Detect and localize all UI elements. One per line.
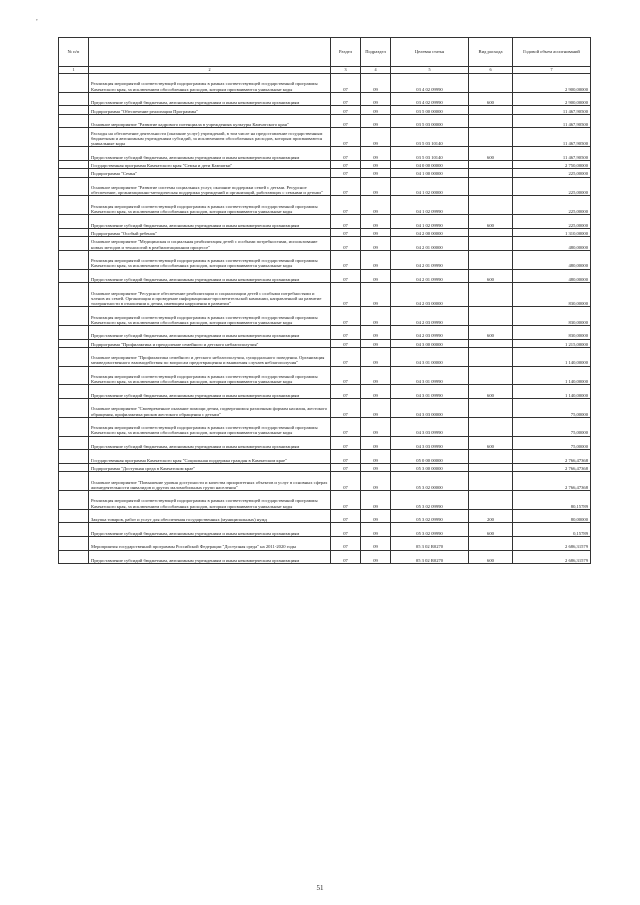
num-cell — [59, 463, 89, 471]
column-number: 7 — [513, 67, 591, 74]
article-cell: 05 3 02 R0270 — [391, 537, 469, 551]
expense-cell: 600 — [469, 147, 513, 161]
expense-cell — [469, 339, 513, 347]
amount-cell: 1 215,00000 — [513, 339, 591, 347]
name-cell: Предоставление субсидий бюджетным, автономным учреждениям и иным некоммерческим организациям — [89, 325, 331, 339]
expense-cell: 600 — [469, 269, 513, 283]
amount-cell: 830,00000 — [513, 325, 591, 339]
podrazdel-cell: 09 — [361, 196, 391, 215]
name-cell: Реализация мероприятий соответствующей подпрограммы в рамках соответствующей государственной программы Камчатского края, за исключением обособленных расходов, которым присваиваются уникальные коды — [89, 196, 331, 215]
amount-cell: 225,00000 — [513, 169, 591, 177]
amount-cell: 0,15789 — [513, 523, 591, 537]
razdel-cell: 07 — [331, 366, 361, 385]
expense-cell — [469, 491, 513, 510]
column-number: 4 — [361, 67, 391, 74]
razdel-cell: 07 — [331, 147, 361, 161]
expense-cell: 600 — [469, 92, 513, 106]
expense-cell: 600 — [469, 550, 513, 564]
article-cell: 04 2 01 09990 — [391, 269, 469, 283]
article-cell: 03 5 03 00000 — [391, 114, 469, 128]
header-podrazdel: Подраздел — [361, 38, 391, 67]
name-cell: Государственная программа Камчатского края "Семья и дети Камчатки" — [89, 160, 331, 168]
table-row — [59, 250, 591, 269]
num-cell — [59, 215, 89, 229]
article-cell: 04 2 00 00000 — [391, 228, 469, 236]
table-row — [59, 537, 591, 551]
table-row — [59, 385, 591, 399]
table-row — [59, 160, 591, 168]
expense-cell — [469, 283, 513, 307]
num-cell — [59, 196, 89, 215]
num-cell — [59, 347, 89, 366]
num-cell — [59, 307, 89, 326]
name-cell: Реализация мероприятий соответствующей подпрограммы в рамках соответствующей государственной программы Камчатского края, за исключением обособленных расходов, которым присваиваются уникальные коды — [89, 74, 331, 93]
table-row — [59, 177, 591, 196]
amount-cell: 80,00000 — [513, 509, 591, 523]
podrazdel-cell: 09 — [361, 436, 391, 450]
amount-cell: 2 766,47368 — [513, 472, 591, 491]
article-cell: 04 1 02 09990 — [391, 215, 469, 229]
table-row — [59, 128, 591, 147]
razdel-cell: 07 — [331, 491, 361, 510]
expense-cell — [469, 237, 513, 251]
expense-cell — [469, 106, 513, 114]
article-cell: 04 3 00 00000 — [391, 339, 469, 347]
razdel-cell: 07 — [331, 169, 361, 177]
podrazdel-cell: 09 — [361, 463, 391, 471]
podrazdel-cell: 09 — [361, 169, 391, 177]
table-row — [59, 339, 591, 347]
expense-cell — [469, 307, 513, 326]
razdel-cell: 07 — [331, 523, 361, 537]
expense-cell — [469, 169, 513, 177]
num-cell — [59, 169, 89, 177]
article-cell: 04 2 03 00000 — [391, 283, 469, 307]
expense-cell: 600 — [469, 436, 513, 450]
num-cell — [59, 537, 89, 551]
article-cell: 03 5 03 10140 — [391, 147, 469, 161]
num-cell — [59, 114, 89, 128]
podrazdel-cell: 09 — [361, 177, 391, 196]
num-cell — [59, 147, 89, 161]
amount-cell: 2 750,00000 — [513, 160, 591, 168]
table-row — [59, 114, 591, 128]
razdel-cell: 07 — [331, 385, 361, 399]
podrazdel-cell: 09 — [361, 450, 391, 464]
razdel-cell: 07 — [331, 325, 361, 339]
podrazdel-cell: 09 — [361, 74, 391, 93]
name-cell: Реализация мероприятий соответствующей подпрограммы в рамках соответствующей государственной программы Камчатского края, за исключением обособленных расходов, которым присваиваются уникальные коды — [89, 307, 331, 326]
header-amount: Годовой объем ассигнований — [513, 38, 591, 67]
podrazdel-cell: 09 — [361, 269, 391, 283]
expense-cell — [469, 177, 513, 196]
podrazdel-cell: 09 — [361, 339, 391, 347]
num-cell — [59, 106, 89, 114]
razdel-cell: 07 — [331, 237, 361, 251]
header-article: Целевая статья — [391, 38, 469, 67]
name-cell: Предоставление субсидий бюджетным, автономным учреждениям и иным некоммерческим организациям — [89, 385, 331, 399]
header-row — [59, 38, 591, 67]
amount-cell: 1 310,00000 — [513, 228, 591, 236]
article-cell: 04 0 00 00000 — [391, 160, 469, 168]
article-cell: 05 3 02 R0270 — [391, 550, 469, 564]
name-cell: Реализация мероприятий соответствующей подпрограммы в рамках соответствующей государственной программы Камчатского края, за исключением обособленных расходов, которым присваиваются уникальные коды — [89, 366, 331, 385]
amount-cell: 11 467,90500 — [513, 128, 591, 147]
table-row — [59, 283, 591, 307]
razdel-cell: 07 — [331, 160, 361, 168]
column-number-row — [59, 67, 591, 74]
expense-cell — [469, 399, 513, 418]
expense-cell — [469, 537, 513, 551]
name-cell: Основное мероприятие "Профилактика семейного и детского неблагополучия, суицидального поведения. Организация межведомственного взаимодействия по вопросам предотвращения и выявления случаев неблагополучия" — [89, 347, 331, 366]
razdel-cell: 07 — [331, 215, 361, 229]
podrazdel-cell: 09 — [361, 491, 391, 510]
name-cell: Государственная программа Камчатского края "Социальная поддержка граждан в Камчатском крае" — [89, 450, 331, 464]
amount-cell: 11 467,90500 — [513, 114, 591, 128]
table-row — [59, 169, 591, 177]
expense-cell — [469, 250, 513, 269]
razdel-cell: 07 — [331, 114, 361, 128]
expense-cell — [469, 228, 513, 236]
expense-cell — [469, 417, 513, 436]
name-cell: Закупка товаров, работ и услуг для обеспечения государственных (муниципальных) нужд — [89, 509, 331, 523]
expense-cell — [469, 196, 513, 215]
amount-cell: 2 900,00000 — [513, 74, 591, 93]
name-cell: Основное мероприятие "Медицинская и социальная реабилитация детей с особыми потребностями, использование новых методов и технологий в реабилитационном процессе" — [89, 237, 331, 251]
num-cell — [59, 228, 89, 236]
amount-cell: 2 766,47368 — [513, 450, 591, 464]
razdel-cell: 07 — [331, 537, 361, 551]
article-cell: 04 3 03 00000 — [391, 399, 469, 418]
table-body — [59, 74, 591, 564]
name-cell: Предоставление субсидий бюджетным, автономным учреждениям и иным некоммерческим организациям — [89, 147, 331, 161]
name-cell: Подпрограмма "Профилактика и преодоление семейного и детского неблагополучия" — [89, 339, 331, 347]
razdel-cell: 07 — [331, 228, 361, 236]
name-cell: Подпрограмма "Доступная среда в Камчатском крае" — [89, 463, 331, 471]
name-cell: Мероприятия государственной программы Российской Федерации "Доступная среда" на 2011-2020 годы — [89, 537, 331, 551]
podrazdel-cell: 09 — [361, 215, 391, 229]
razdel-cell: 07 — [331, 347, 361, 366]
num-cell — [59, 128, 89, 147]
amount-cell: 11 467,90500 — [513, 147, 591, 161]
num-cell — [59, 509, 89, 523]
amount-cell: 225,00000 — [513, 196, 591, 215]
amount-cell: 1 140,00000 — [513, 347, 591, 366]
article-cell: 03 5 03 10140 — [391, 128, 469, 147]
podrazdel-cell: 09 — [361, 106, 391, 114]
table-row — [59, 92, 591, 106]
article-cell: 05 3 00 00000 — [391, 463, 469, 471]
table-row — [59, 472, 591, 491]
podrazdel-cell: 09 — [361, 228, 391, 236]
name-cell: Подпрограмма "Особый ребенок" — [89, 228, 331, 236]
num-cell — [59, 417, 89, 436]
article-cell: 04 2 01 09990 — [391, 250, 469, 269]
num-cell — [59, 74, 89, 93]
article-cell: 04 1 02 00000 — [391, 177, 469, 196]
razdel-cell: 07 — [331, 92, 361, 106]
razdel-cell: 07 — [331, 463, 361, 471]
num-cell — [59, 550, 89, 564]
article-cell: 04 1 00 00000 — [391, 169, 469, 177]
razdel-cell: 07 — [331, 339, 361, 347]
expense-cell — [469, 74, 513, 93]
name-cell: Реализация мероприятий соответствующей подпрограммы в рамках соответствующей государственной программы Камчатского края, за исключением обособленных расходов, которым присваиваются уникальные коды — [89, 417, 331, 436]
amount-cell: 830,00000 — [513, 283, 591, 307]
article-cell: 05 3 02 09990 — [391, 491, 469, 510]
razdel-cell: 07 — [331, 550, 361, 564]
article-cell: 04 3 03 09990 — [391, 417, 469, 436]
expense-cell: 600 — [469, 325, 513, 339]
amount-cell: 480,00000 — [513, 250, 591, 269]
name-cell: Основное мероприятие "Развитие системы социальных услуг, оказание поддержки семей с детьми. Ресурсное обеспечение, организационно-методическая поддержка учреждений и организаций, работающих с семьями и детьми" — [89, 177, 331, 196]
amount-cell: 2 900,00000 — [513, 92, 591, 106]
table-row — [59, 417, 591, 436]
amount-cell: 1 140,00000 — [513, 385, 591, 399]
amount-cell: 830,00000 — [513, 307, 591, 326]
table-row — [59, 228, 591, 236]
razdel-cell: 07 — [331, 196, 361, 215]
header-razdel: Раздел — [331, 38, 361, 67]
razdel-cell: 07 — [331, 399, 361, 418]
expense-cell: 600 — [469, 215, 513, 229]
podrazdel-cell: 09 — [361, 385, 391, 399]
num-cell — [59, 269, 89, 283]
column-number: 2 — [89, 67, 331, 74]
name-cell: Основное мероприятие "Развитие кадрового потенциала в учреждениях культуры Камчатского края" — [89, 114, 331, 128]
article-cell: 04 2 01 00000 — [391, 237, 469, 251]
amount-cell: 2 686,31579 — [513, 550, 591, 564]
table-row — [59, 237, 591, 251]
num-cell — [59, 92, 89, 106]
amount-cell: 225,00000 — [513, 177, 591, 196]
expense-cell — [469, 128, 513, 147]
article-cell: 03 5 00 00000 — [391, 106, 469, 114]
expense-cell: 600 — [469, 523, 513, 537]
num-cell — [59, 366, 89, 385]
razdel-cell: 07 — [331, 269, 361, 283]
budget-table — [58, 37, 591, 564]
article-cell: 04 2 03 09990 — [391, 307, 469, 326]
num-cell — [59, 399, 89, 418]
podrazdel-cell: 09 — [361, 114, 391, 128]
corner-mark: , — [36, 14, 38, 22]
table-row — [59, 106, 591, 114]
podrazdel-cell: 09 — [361, 92, 391, 106]
name-cell: Основное мероприятие "Своевременное оказание помощи детям, подвергшимся различным формам насилия, жестокого обращения, профилактика рисков жестокого обращения с детьми" — [89, 399, 331, 418]
razdel-cell: 07 — [331, 74, 361, 93]
podrazdel-cell: 09 — [361, 366, 391, 385]
article-cell: 04 2 03 09990 — [391, 325, 469, 339]
num-cell — [59, 250, 89, 269]
header-num: № п/п — [59, 38, 89, 67]
article-cell: 03 4 02 09990 — [391, 74, 469, 93]
name-cell: Расходы на обеспечение деятельности (оказание услуг) учреждений, в том числе на предоставление государственным бюджетным и автономным учреждениям субсидий, за исключением обособленных расходов, которым присваиваются уникальные коды — [89, 128, 331, 147]
podrazdel-cell: 09 — [361, 472, 391, 491]
num-cell — [59, 491, 89, 510]
expense-cell — [469, 472, 513, 491]
table-row — [59, 307, 591, 326]
column-number: 5 — [391, 67, 469, 74]
podrazdel-cell: 09 — [361, 128, 391, 147]
amount-cell: 480,00000 — [513, 237, 591, 251]
razdel-cell: 07 — [331, 283, 361, 307]
num-cell — [59, 436, 89, 450]
name-cell: Предоставление субсидий бюджетным, автономным учреждениям и иным некоммерческим организациям — [89, 436, 331, 450]
article-cell: 04 3 03 09990 — [391, 436, 469, 450]
num-cell — [59, 237, 89, 251]
num-cell — [59, 177, 89, 196]
name-cell: Предоставление субсидий бюджетным, автономным учреждениям и иным некоммерческим организациям — [89, 269, 331, 283]
expense-cell — [469, 450, 513, 464]
name-cell: Предоставление субсидий бюджетным, автономным учреждениям и иным некоммерческим организациям — [89, 550, 331, 564]
expense-cell: 600 — [469, 385, 513, 399]
expense-cell — [469, 366, 513, 385]
table-row — [59, 215, 591, 229]
table-row — [59, 347, 591, 366]
num-cell — [59, 523, 89, 537]
table-row — [59, 523, 591, 537]
name-cell: Реализация мероприятий соответствующей подпрограммы в рамках соответствующей государственной программы Камчатского края, за исключением обособленных расходов, которым присваиваются уникальные коды — [89, 250, 331, 269]
num-cell — [59, 283, 89, 307]
num-cell — [59, 472, 89, 491]
amount-cell: 2 766,47368 — [513, 463, 591, 471]
amount-cell: 75,00000 — [513, 436, 591, 450]
expense-cell: 200 — [469, 509, 513, 523]
podrazdel-cell: 09 — [361, 160, 391, 168]
article-cell: 05 3 02 09990 — [391, 509, 469, 523]
podrazdel-cell: 09 — [361, 250, 391, 269]
podrazdel-cell: 09 — [361, 509, 391, 523]
name-cell: Реализация мероприятий соответствующей подпрограммы в рамках соответствующей государственной программы Камчатского края, за исключением обособленных расходов, которым присваиваются уникальные коды — [89, 491, 331, 510]
razdel-cell: 07 — [331, 177, 361, 196]
amount-cell: 75,00000 — [513, 399, 591, 418]
column-number: 1 — [59, 67, 89, 74]
name-cell: Подпрограмма "Семья" — [89, 169, 331, 177]
name-cell: Подпрограмма "Обеспечение реализации Программы" — [89, 106, 331, 114]
num-cell — [59, 450, 89, 464]
razdel-cell: 07 — [331, 450, 361, 464]
header-name — [89, 38, 331, 67]
amount-cell: 75,00000 — [513, 417, 591, 436]
razdel-cell: 07 — [331, 472, 361, 491]
amount-cell: 225,00000 — [513, 215, 591, 229]
amount-cell: 2 686,31579 — [513, 537, 591, 551]
podrazdel-cell: 09 — [361, 537, 391, 551]
table-row — [59, 74, 591, 93]
article-cell: 05 0 00 00000 — [391, 450, 469, 464]
podrazdel-cell: 09 — [361, 550, 391, 564]
table-row — [59, 550, 591, 564]
podrazdel-cell: 09 — [361, 237, 391, 251]
num-cell — [59, 339, 89, 347]
table-row — [59, 463, 591, 471]
table-row — [59, 196, 591, 215]
table-row — [59, 147, 591, 161]
name-cell: Предоставление субсидий бюджетным, автономным учреждениям и иным некоммерческим организациям — [89, 92, 331, 106]
name-cell: Предоставление субсидий бюджетным, автономным учреждениям и иным некоммерческим организациям — [89, 523, 331, 537]
razdel-cell: 07 — [331, 417, 361, 436]
razdel-cell: 07 — [331, 106, 361, 114]
amount-cell: 1 140,00000 — [513, 366, 591, 385]
page-number: 51 — [316, 884, 324, 892]
article-cell: 05 3 02 00000 — [391, 472, 469, 491]
razdel-cell: 07 — [331, 250, 361, 269]
header-expense: Вид расхода — [469, 38, 513, 67]
article-cell: 04 3 01 00000 — [391, 347, 469, 366]
num-cell — [59, 325, 89, 339]
podrazdel-cell: 09 — [361, 325, 391, 339]
podrazdel-cell: 09 — [361, 307, 391, 326]
amount-cell: 11 467,90500 — [513, 106, 591, 114]
article-cell: 05 3 02 09990 — [391, 523, 469, 537]
expense-cell — [469, 160, 513, 168]
expense-cell — [469, 463, 513, 471]
expense-cell — [469, 347, 513, 366]
amount-cell: 80,15789 — [513, 491, 591, 510]
podrazdel-cell: 09 — [361, 399, 391, 418]
table-row — [59, 491, 591, 510]
table-row — [59, 399, 591, 418]
table-row — [59, 450, 591, 464]
razdel-cell: 07 — [331, 509, 361, 523]
table-row — [59, 269, 591, 283]
name-cell: Основное мероприятие "Ресурсное обеспечение реабилитации и социализации детей с особыми потребностями и членов их семей. Организация и проведение информационно-просветительской кампании, направленной на развитие толерантности в отношении к детям, имеющим нарушения в развитии" — [89, 283, 331, 307]
podrazdel-cell: 09 — [361, 417, 391, 436]
amount-cell: 480,00000 — [513, 269, 591, 283]
table-row — [59, 325, 591, 339]
table-row — [59, 436, 591, 450]
razdel-cell: 07 — [331, 307, 361, 326]
podrazdel-cell: 09 — [361, 147, 391, 161]
podrazdel-cell: 09 — [361, 523, 391, 537]
razdel-cell: 07 — [331, 128, 361, 147]
expense-cell — [469, 114, 513, 128]
name-cell: Предоставление субсидий бюджетным, автономным учреждениям и иным некоммерческим организациям — [89, 215, 331, 229]
column-number: 6 — [469, 67, 513, 74]
table-row — [59, 509, 591, 523]
podrazdel-cell: 09 — [361, 347, 391, 366]
article-cell: 04 1 02 09990 — [391, 196, 469, 215]
article-cell: 04 3 01 09990 — [391, 366, 469, 385]
razdel-cell: 07 — [331, 436, 361, 450]
name-cell: Основное мероприятие "Повышение уровня доступности и качества приоритетных объектов и услуг в основных сферах жизнедеятельности инвалидов и других маломобильных групп населения" — [89, 472, 331, 491]
table-row — [59, 366, 591, 385]
article-cell: 03 4 02 09990 — [391, 92, 469, 106]
article-cell: 04 3 01 09990 — [391, 385, 469, 399]
num-cell — [59, 385, 89, 399]
column-number: 3 — [331, 67, 361, 74]
podrazdel-cell: 09 — [361, 283, 391, 307]
num-cell — [59, 160, 89, 168]
